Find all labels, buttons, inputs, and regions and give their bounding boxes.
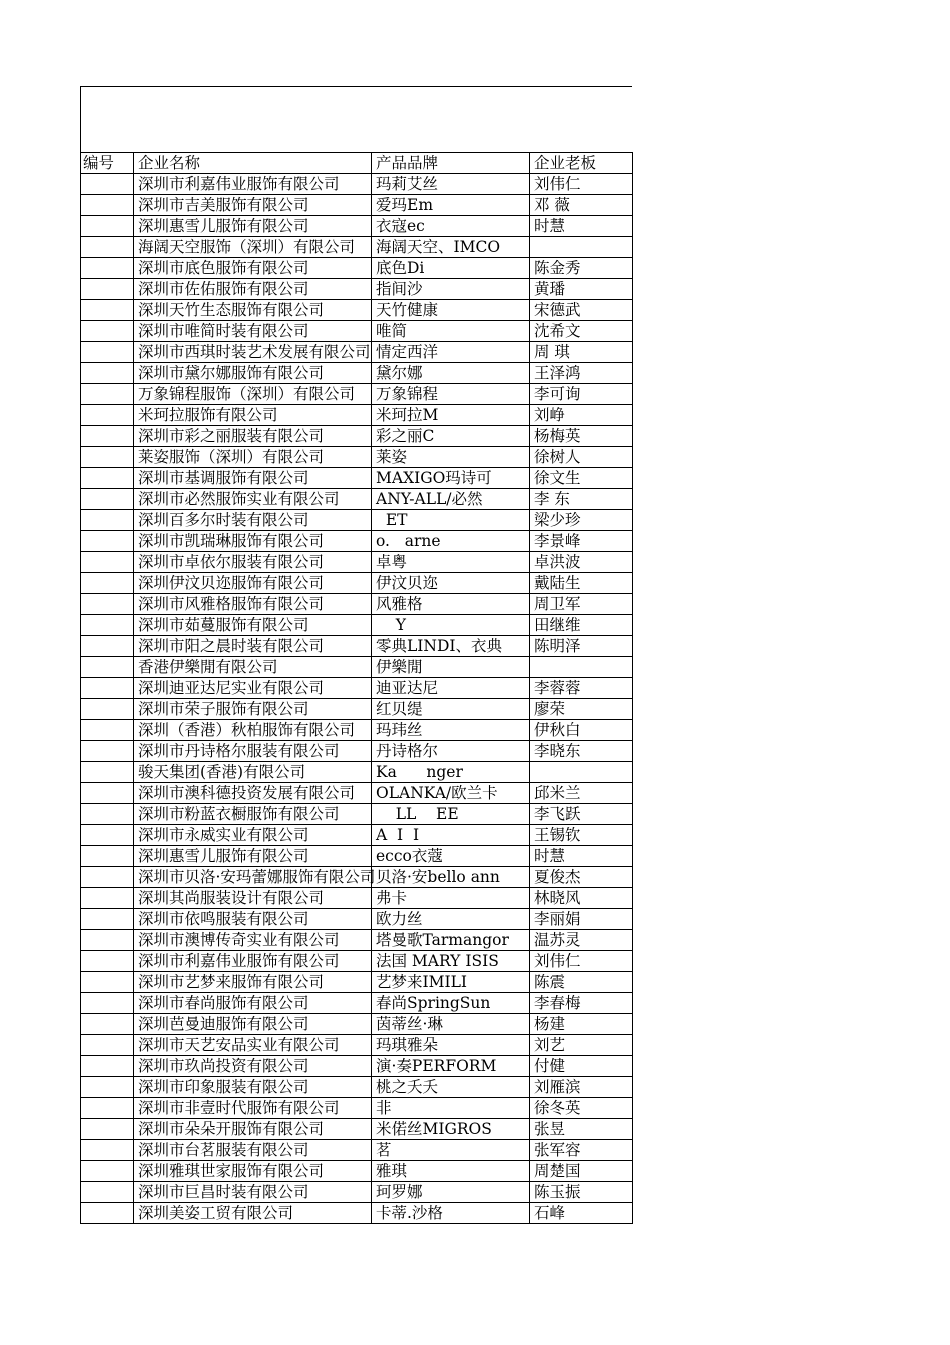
product-brand: 零典LINDI、衣典: [372, 636, 530, 657]
product-brand: 伊樂閒: [372, 657, 530, 678]
company-name: 深圳市春尚服饰有限公司: [134, 993, 372, 1014]
company-name: 莱姿服饰（深圳）有限公司: [134, 447, 372, 468]
table-row: [81, 468, 633, 489]
company-boss: 李丽娟: [530, 909, 633, 930]
product-brand: 贝洛·安bello ann: [372, 867, 530, 888]
product-brand: 情定西洋: [372, 342, 530, 363]
row-number: [81, 1161, 134, 1182]
company-boss: [530, 762, 633, 783]
table-row: [81, 279, 633, 300]
company-boss: 陈明泽: [530, 636, 633, 657]
company-boss: 邓 薇: [530, 195, 633, 216]
company-boss: 李春梅: [530, 993, 633, 1014]
company-boss: 陈金秀: [530, 258, 633, 279]
product-brand: LL EE: [372, 804, 530, 825]
row-number: [81, 510, 134, 531]
product-brand: 万象锦程: [372, 384, 530, 405]
table-row: [81, 321, 633, 342]
row-number: [81, 216, 134, 237]
product-brand: Ka nger: [372, 762, 530, 783]
company-name: 深圳市艺梦来服饰有限公司: [134, 972, 372, 993]
company-boss: 刘雁滨: [530, 1077, 633, 1098]
header-boss: 企业老板: [530, 153, 633, 174]
product-brand: 黛尔娜: [372, 363, 530, 384]
company-name: 万象锦程服饰（深圳）有限公司: [134, 384, 372, 405]
row-number: [81, 174, 134, 195]
row-number: [81, 1140, 134, 1161]
company-name: 深圳迪亚达尼实业有限公司: [134, 678, 372, 699]
row-number: [81, 888, 134, 909]
table-row: [81, 825, 633, 846]
company-boss: 陈玉振: [530, 1182, 633, 1203]
table-row: [81, 678, 633, 699]
header-row: [81, 153, 633, 174]
product-brand: 莱姿: [372, 447, 530, 468]
header-company: 企业名称: [134, 153, 372, 174]
company-boss: 周卫军: [530, 594, 633, 615]
company-name: 深圳市永威实业有限公司: [134, 825, 372, 846]
company-boss: 梁少珍: [530, 510, 633, 531]
company-boss: 戴陆生: [530, 573, 633, 594]
row-number: [81, 1077, 134, 1098]
company-name: 深圳市黛尔娜服饰有限公司: [134, 363, 372, 384]
company-boss: 徐文生: [530, 468, 633, 489]
company-name: 深圳市印象服装有限公司: [134, 1077, 372, 1098]
product-brand: ANY-ALL/必然: [372, 489, 530, 510]
product-brand: 珂罗娜: [372, 1182, 530, 1203]
table-row: [81, 1203, 633, 1224]
row-number: [81, 1098, 134, 1119]
company-name: 深圳市底色服饰有限公司: [134, 258, 372, 279]
product-brand: ET: [372, 510, 530, 531]
row-number: [81, 426, 134, 447]
company-boss: 徐冬英: [530, 1098, 633, 1119]
company-boss: 邱米兰: [530, 783, 633, 804]
company-boss: 夏俊杰: [530, 867, 633, 888]
product-brand: 欧力丝: [372, 909, 530, 930]
company-boss: [530, 657, 633, 678]
row-number: [81, 531, 134, 552]
table-row: [81, 762, 633, 783]
row-number: [81, 972, 134, 993]
row-number: [81, 909, 134, 930]
row-number: [81, 552, 134, 573]
product-brand: OLANKA/欧兰卡: [372, 783, 530, 804]
company-name: 深圳其尚服装设计有限公司: [134, 888, 372, 909]
table-row: [81, 804, 633, 825]
company-name: 深圳市台茗服装有限公司: [134, 1140, 372, 1161]
company-boss: 李飞跃: [530, 804, 633, 825]
company-boss: 张军容: [530, 1140, 633, 1161]
row-number: [81, 951, 134, 972]
company-name: 深圳市天艺安品实业有限公司: [134, 1035, 372, 1056]
company-name: 深圳市茹蔓服饰有限公司: [134, 615, 372, 636]
header-number: 编号: [81, 153, 134, 174]
row-number: [81, 342, 134, 363]
table-row: [81, 1161, 633, 1182]
company-name: 深圳市阳之晨时装有限公司: [134, 636, 372, 657]
table-row: [81, 552, 633, 573]
product-brand: MAXIGO玛诗可: [372, 468, 530, 489]
company-boss: 时慧: [530, 846, 633, 867]
product-brand: 玛玮丝: [372, 720, 530, 741]
product-brand: 春尚SpringSun: [372, 993, 530, 1014]
product-brand: Y: [372, 615, 530, 636]
company-name: 深圳市澳博传奇实业有限公司: [134, 930, 372, 951]
table-row: [81, 258, 633, 279]
company-name: 深圳天竹生态服饰有限公司: [134, 300, 372, 321]
table-row: [81, 972, 633, 993]
table-row: [81, 846, 633, 867]
company-boss: 杨建: [530, 1014, 633, 1035]
company-boss: 卓洪波: [530, 552, 633, 573]
company-name: 米珂拉服饰有限公司: [134, 405, 372, 426]
company-boss: 陈震: [530, 972, 633, 993]
table-row: [81, 699, 633, 720]
row-number: [81, 993, 134, 1014]
table-row: [81, 1077, 633, 1098]
company-name: 深圳市风雅格服饰有限公司: [134, 594, 372, 615]
table-row: [81, 867, 633, 888]
row-number: [81, 195, 134, 216]
company-boss: 林晓风: [530, 888, 633, 909]
company-table: [80, 152, 633, 1224]
table-row: [81, 195, 633, 216]
row-number: [81, 405, 134, 426]
company-name: 深圳市巨昌时装有限公司: [134, 1182, 372, 1203]
table-row: [81, 636, 633, 657]
table-row: [81, 237, 633, 258]
product-brand: 风雅格: [372, 594, 530, 615]
row-number: [81, 1119, 134, 1140]
row-number: [81, 657, 134, 678]
product-brand: 雅琪: [372, 1161, 530, 1182]
product-brand: 卡蒂.沙格: [372, 1203, 530, 1224]
row-number: [81, 468, 134, 489]
row-number: [81, 762, 134, 783]
table-row: [81, 657, 633, 678]
header-brand: 产品品牌: [372, 153, 530, 174]
company-boss: [530, 237, 633, 258]
company-name: 深圳市基调服饰有限公司: [134, 468, 372, 489]
product-brand: 茵蒂丝·琳: [372, 1014, 530, 1035]
product-brand: 衣寇ec: [372, 216, 530, 237]
table-row: [81, 489, 633, 510]
table-row: [81, 384, 633, 405]
product-brand: 唯简: [372, 321, 530, 342]
company-boss: 伊秋白: [530, 720, 633, 741]
company-name: 深圳美姿工贸有限公司: [134, 1203, 372, 1224]
product-brand: 彩之丽C: [372, 426, 530, 447]
company-name: 香港伊樂閒有限公司: [134, 657, 372, 678]
product-brand: 丹诗格尔: [372, 741, 530, 762]
company-name: 深圳惠雪儿服饰有限公司: [134, 846, 372, 867]
company-boss: 李蓉蓉: [530, 678, 633, 699]
company-boss: 刘艺: [530, 1035, 633, 1056]
product-brand: 演·奏PERFORM: [372, 1056, 530, 1077]
table-row: [81, 1056, 633, 1077]
company-name: 深圳市依鸣服装有限公司: [134, 909, 372, 930]
table-row: [81, 573, 633, 594]
table-row: [81, 1035, 633, 1056]
table-row: [81, 1182, 633, 1203]
row-number: [81, 363, 134, 384]
row-number: [81, 447, 134, 468]
product-brand: 迪亚达尼: [372, 678, 530, 699]
row-number: [81, 867, 134, 888]
company-name: 深圳惠雪儿服饰有限公司: [134, 216, 372, 237]
row-number: [81, 678, 134, 699]
company-name: 深圳市丹诗格尔服装有限公司: [134, 741, 372, 762]
row-number: [81, 1182, 134, 1203]
row-number: [81, 1035, 134, 1056]
row-number: [81, 783, 134, 804]
table-row: [81, 447, 633, 468]
company-name: 深圳芭曼迪服饰有限公司: [134, 1014, 372, 1035]
table-row: [81, 405, 633, 426]
company-boss: 沈希文: [530, 321, 633, 342]
row-number: [81, 1014, 134, 1035]
product-brand: 茗: [372, 1140, 530, 1161]
company-name: 深圳市凯瑞琳服饰有限公司: [134, 531, 372, 552]
company-name: 深圳（香港）秋柏服饰有限公司: [134, 720, 372, 741]
product-brand: ecco衣蔻: [372, 846, 530, 867]
table-row: [81, 1014, 633, 1035]
company-boss: 杨梅英: [530, 426, 633, 447]
table-row: [81, 174, 633, 195]
table-row: [81, 615, 633, 636]
table-row: [81, 1119, 633, 1140]
product-brand: o. arne: [372, 531, 530, 552]
company-name: 深圳市卓依尔服装有限公司: [134, 552, 372, 573]
company-name: 深圳市粉蓝衣橱服饰有限公司: [134, 804, 372, 825]
product-brand: 爱玛Em: [372, 195, 530, 216]
product-brand: 米珂拉M: [372, 405, 530, 426]
product-brand: 玛琪雅朵: [372, 1035, 530, 1056]
row-number: [81, 615, 134, 636]
company-name: 深圳百多尔时装有限公司: [134, 510, 372, 531]
company-name: 深圳市澳科德投资发展有限公司: [134, 783, 372, 804]
product-brand: 非: [372, 1098, 530, 1119]
company-name: 骏天集团(香港)有限公司: [134, 762, 372, 783]
product-brand: 卓粤: [372, 552, 530, 573]
company-name: 深圳市非壹时代服饰有限公司: [134, 1098, 372, 1119]
table-row: [81, 426, 633, 447]
product-brand: 艺梦来IMILI: [372, 972, 530, 993]
spreadsheet: [80, 86, 632, 1224]
company-boss: 宋德武: [530, 300, 633, 321]
company-name: 深圳市吉美服饰有限公司: [134, 195, 372, 216]
product-brand: 桃之夭夭: [372, 1077, 530, 1098]
row-number: [81, 489, 134, 510]
table-row: [81, 993, 633, 1014]
table-row: [81, 930, 633, 951]
table-row: [81, 594, 633, 615]
company-boss: 廖荣: [530, 699, 633, 720]
product-brand: A I I: [372, 825, 530, 846]
table-row: [81, 783, 633, 804]
product-brand: 法国 MARY ISIS: [372, 951, 530, 972]
company-name: 海阔天空服饰（深圳）有限公司: [134, 237, 372, 258]
table-row: [81, 888, 633, 909]
row-number: [81, 300, 134, 321]
company-name: 深圳伊汶贝迩服饰有限公司: [134, 573, 372, 594]
row-number: [81, 237, 134, 258]
table-row: [81, 510, 633, 531]
row-number: [81, 720, 134, 741]
product-brand: 指间沙: [372, 279, 530, 300]
row-number: [81, 384, 134, 405]
row-number: [81, 636, 134, 657]
company-name: 深圳市利嘉伟业服饰有限公司: [134, 951, 372, 972]
table-row: [81, 951, 633, 972]
product-brand: 玛莉艾丝: [372, 174, 530, 195]
row-number: [81, 699, 134, 720]
table-row: [81, 1140, 633, 1161]
product-brand: 塔曼歌Tarmangor: [372, 930, 530, 951]
company-boss: 刘伟仁: [530, 951, 633, 972]
product-brand: 弗卡: [372, 888, 530, 909]
row-number: [81, 321, 134, 342]
company-boss: 刘伟仁: [530, 174, 633, 195]
company-name: 深圳市利嘉伟业服饰有限公司: [134, 174, 372, 195]
table-row: [81, 1098, 633, 1119]
product-brand: 伊汶贝迩: [372, 573, 530, 594]
table-row: [81, 363, 633, 384]
table-row: [81, 216, 633, 237]
table-row: [81, 741, 633, 762]
company-boss: 李景峰: [530, 531, 633, 552]
company-name: 深圳市西琪时装艺术发展有限公司: [134, 342, 372, 363]
row-number: [81, 846, 134, 867]
row-number: [81, 930, 134, 951]
company-boss: 时慧: [530, 216, 633, 237]
company-boss: 刘峥: [530, 405, 633, 426]
company-boss: 李 东: [530, 489, 633, 510]
company-name: 深圳市贝洛·安玛蕾娜服饰有限公司: [134, 867, 372, 888]
table-row: [81, 300, 633, 321]
table-row: [81, 531, 633, 552]
company-boss: 徐树人: [530, 447, 633, 468]
company-boss: 石峰: [530, 1203, 633, 1224]
row-number: [81, 825, 134, 846]
company-boss: 张昱: [530, 1119, 633, 1140]
table-row: [81, 342, 633, 363]
row-number: [81, 258, 134, 279]
company-name: 深圳市朵朵开服饰有限公司: [134, 1119, 372, 1140]
row-number: [81, 1056, 134, 1077]
company-boss: 王锡钦: [530, 825, 633, 846]
company-name: 深圳市玖尚投资有限公司: [134, 1056, 372, 1077]
company-boss: 王泽鸿: [530, 363, 633, 384]
row-number: [81, 804, 134, 825]
table-row: [81, 720, 633, 741]
row-number: [81, 741, 134, 762]
product-brand: 米偌丝MIGROS: [372, 1119, 530, 1140]
product-brand: 红贝缇: [372, 699, 530, 720]
product-brand: 海阔天空、IMCO: [372, 237, 530, 258]
company-boss: 田继维: [530, 615, 633, 636]
product-brand: 底色Di: [372, 258, 530, 279]
company-boss: 李晓东: [530, 741, 633, 762]
company-name: 深圳市佐佑服饰有限公司: [134, 279, 372, 300]
company-name: 深圳市荣子服饰有限公司: [134, 699, 372, 720]
company-boss: 李可询: [530, 384, 633, 405]
company-name: 深圳雅琪世家服饰有限公司: [134, 1161, 372, 1182]
company-boss: 黄璠: [530, 279, 633, 300]
company-name: 深圳市唯简时装有限公司: [134, 321, 372, 342]
company-boss: 温苏灵: [530, 930, 633, 951]
title-row: [80, 86, 632, 152]
row-number: [81, 573, 134, 594]
company-boss: 周 琪: [530, 342, 633, 363]
company-name: 深圳市必然服饰实业有限公司: [134, 489, 372, 510]
row-number: [81, 279, 134, 300]
product-brand: 天竹健康: [372, 300, 530, 321]
company-name: 深圳市彩之丽服装有限公司: [134, 426, 372, 447]
company-boss: 周楚国: [530, 1161, 633, 1182]
row-number: [81, 1203, 134, 1224]
row-number: [81, 594, 134, 615]
company-boss: 付健: [530, 1056, 633, 1077]
table-row: [81, 909, 633, 930]
